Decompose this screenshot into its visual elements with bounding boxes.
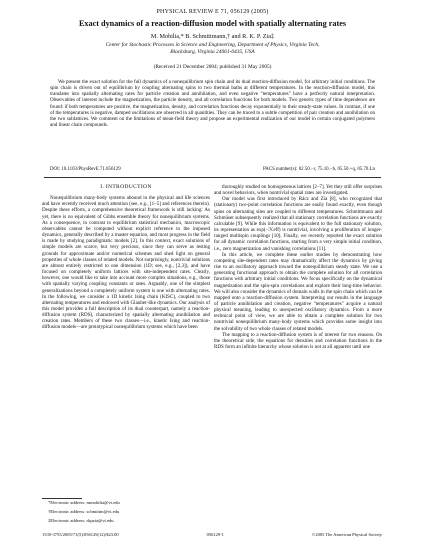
affiliation-line-2: Blacksburg, Virginia 24061-0435, USA bbox=[170, 48, 255, 55]
divider bbox=[44, 177, 381, 178]
affiliation-line-1: Center for Stochastic Processes in Science and Engineering, Department of Physics, Virginia Tech, bbox=[105, 42, 320, 48]
body-paragraph: Our model was first introduced by Rácz and Zia [8], who recognized that (stationary) two-point correlation functions are easily found exactly, even though spins on alternating sites are coupled to different temperatures. Schmittmann and Schmüser subsequently realized that all stationary correlation functions are exactly calculable [9]. While this information is equivalent to the full stationary solution, its representation as exp(−ℋeff) is nontrivial, involving a proliferation of longer-ranged multispin couplings [10]. Finally, we recently reported the exact solution for all dynamic correlation functions, starting from a very simple initial condition, i.e., zero magnetization and vanishing correlations [11]. bbox=[214, 196, 382, 252]
doi[interactable]: DOI: 10.1103/PhysRevE.71.056129 bbox=[50, 167, 121, 172]
pacs-numbers: PACS number(s): 02.50.−r, 75.10.−b, 05.50.+q, 05.70.Ln bbox=[263, 167, 375, 172]
body-paragraph: Nonequilibrium many-body systems abound in the physical and life sciences and have recently received much attention (see, e.g., [1–5] and references therein). Despite these efforts, a comprehensive theoretical framework is still lacking: As yet, there is no equivalent of Gibbs ensemble theory for nonequilibrium systems. As a consequence, in contrast to equilibrium statistical mechanics, macroscopic observables cannot be computed without explicit reference to the imposed dynamics, generally described by a master equation, and most progress in the field is made by studying paradigmatic models [2]. In this context, exact solutions of simple models are scarce, but very precious, since they can serve as testing grounds for approximate and/or numerical schemes and shed light on general properties of whole classes of related models. Not surprisingly, nontrivial solutions are almost entirely restricted to one dimension (1D; see, e.g., [2,3]), and have focused on completely uniform lattices with site-independent rates. Clearly, however, one would like to take into account more complex situations, e.g., those with spatially varying coupling constants or rates. Arguably, one of the simplest generalizations beyond a completely uniform system is one with alternating rates. In the following, we consider a 1D kinetic Ising chain (KISC), coupled to two alternating temperatures and endowed with Glauber-like dynamics. Our analysis of this model provides a full description of its dual counterpart, namely a reaction-diffusion system (RDS), characterized by spatially alternating annihilation and creation rates. Members of these two classes—i.e., kinetic Ising and reaction-diffusion models—are prototypical nonequilibrium systems which have been bbox=[42, 195, 210, 331]
copyright: ©2005 The American Physical Society bbox=[311, 532, 382, 537]
paper-title: Exact dynamics of a reaction-diffusion model with spatially alternating rates bbox=[78, 19, 347, 28]
right-column bbox=[214, 184, 382, 350]
affiliation bbox=[40, 42, 385, 55]
body-paragraph: In this article, we complete these earlier studies by demonstrating how competing site-dependent rates may dramatically affect the dynamics by giving rise to an oscillatory approach toward the nonequilibrium steady state. We use a generating functional approach to obtain the complete solution for all correlation functions with arbitrary initial conditions. We focus specifically on the dynamical magnetization and the spin-spin correlations and explore their long-time behavior. We will also consider the dynamics of domain walls in the spin chain which can be mapped onto a reaction-diffusion system. Interpreting our results in the language of particle annihilation and creation, negative "temperatures" acquire a natural physical meaning, leading to unexpected oscillatory dynamics. From a more technical point of view, we are able to obtain a complete solution for two nontrivial nonequilibrium many-body systems which provides some insight into the solvability of two whole classes of related models. bbox=[214, 251, 382, 332]
author-list: M. Mobilia,* B. Schmittmann,† and R. K. P. Zia‡ bbox=[150, 33, 275, 40]
section-heading: I. INTRODUCTION bbox=[100, 184, 152, 190]
footnote-email: ‡Electronic address: rkpzia@vt.edu bbox=[48, 518, 114, 523]
received-date: (Received 21 December 2004; published 31 May 2005) bbox=[153, 64, 272, 70]
footnote-email: †Electronic address: schmittm@vt.edu bbox=[48, 509, 120, 514]
journal-header: PHYSICAL REVIEW E 71, 056129 (2005) bbox=[156, 9, 269, 15]
page-number: 056129-1 bbox=[206, 532, 224, 537]
footnote-email: *Electronic address: mmobilia@vt.edu bbox=[48, 500, 120, 505]
body-paragraph: The mapping to a reaction-diffusion system is of interest for two reasons. On the theoretical side, the equations for densities and correlation functions in the RDS form an infinite hierarchy whose solution is not at all apparent until one bbox=[214, 331, 382, 351]
identifiers bbox=[50, 167, 375, 172]
abstract: We present the exact solution for the full dynamics of a nonequilibrium spin chain and its dual reaction-diffusion model, for arbitrary initial conditions. The spin chain is driven out of equilibrium by coupling alternating spins to two thermal baths at different temperatures. In the reaction-diffusion model, this translates into spatially alternating rates for particle creation and annihilation, and even negative "temperatures" have a perfectly natural interpretation. Observables of interest include the magnetization, the particle density, and all correlation functions for both models. Two generic types of time dependence are found: if both temperatures are positive, the magnetization, density, and correlation functions decay exponentially to their steady-state values. In contrast, if one of the temperatures is negative, damped oscillations are observed in all quantities. They can be traced to a subtle competition of pair creation and annihilation on the two sublattices. We comment on the limitations of mean-field theory and propose an experimental realization of our model in certain conjugated polymers and linear chain compounds. bbox=[50, 79, 375, 129]
page-footer bbox=[42, 532, 382, 537]
left-column bbox=[42, 184, 210, 331]
footnote-divider bbox=[42, 498, 82, 499]
body-paragraph: thoroughly studied on homogeneous lattices [2–7]. Yet they still offer surprises and novel behaviors, when nontrivial spatial rates are investigated. bbox=[214, 184, 382, 197]
issn-code: 1539-3755/2005/71(5)/056129(12)/$23.00 bbox=[42, 532, 119, 537]
